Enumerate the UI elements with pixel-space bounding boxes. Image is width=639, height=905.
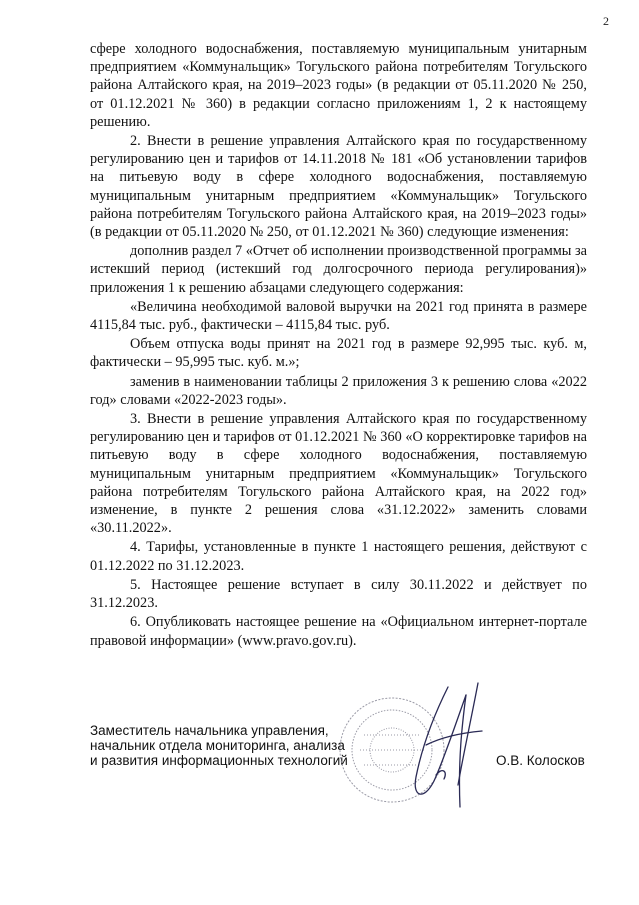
paragraph-amendment-section-7: дополнив раздел 7 «Отчет об исполнении производственной программы за истекший период (истекший год долгосрочного периода регулирования)» приложения 1 к решению абзацами следующего содержания: — [90, 243, 587, 296]
signatory-title — [90, 723, 348, 768]
paragraph-item-4: 4. Тарифы, установленные в пункте 1 настоящего решения, действуют с 01.12.2022 по 31.12.2023. — [90, 539, 587, 574]
paragraph-revenue: «Величина необходимой валовой выручки на 2021 год принята в размере 4115,84 тыс. руб., фактически – 4115,84 тыс. руб. — [90, 298, 587, 334]
page-number: 2 — [603, 14, 609, 28]
signatory-title-line: и развития информационных технологий — [90, 753, 348, 768]
document-body — [90, 40, 587, 650]
paragraph-water-volume: Объем отпуска воды принят на 2021 год в размере 92,995 тыс. куб. м, фактически – 95,995 тыс. куб. м.»; — [90, 336, 587, 371]
paragraph-1-continuation: сфере холодного водоснабжения, поставляемую муниципальным унитарным предприятием «Коммунальщик» Тогульского района потребителям Тогульского района Алтайского края, на 2019–2023 годы» (в редакции от 05.11.2020 № 250, от 01.12.2021 № 360) в редакции согласно приложениям 1, 2 к настоящему решению. — [90, 41, 587, 130]
signatory-title-line: начальник отдела мониторинга, анализа — [90, 738, 345, 753]
signatory-name: О.В. Колосков — [496, 753, 585, 768]
official-stamp-and-signature — [330, 675, 530, 825]
paragraph-item-3: 3. Внести в решение управления Алтайского края по государственному регулированию цен и тарифов от 01.12.2021 № 360 «О корректировке тарифов на питьевую воду в сфере холодного водоснабжения, поставляемую муниципальным унитарным предприятием «Коммунальщик» Тогульского района потребителям Тогульского района Алтайского края, на 2022 год» изменение, в пункте 2 решения слова «31.12.2022» заменить словами «30.11.2022». — [90, 411, 587, 537]
paragraph-table-rename: заменив в наименовании таблицы 2 приложения 3 к решению слова «2022 год» словами «2022-2023 годы». — [90, 373, 587, 408]
handwritten-signature — [415, 683, 482, 807]
paragraph-item-6: 6. Опубликовать настоящее решение на «Официальном интернет-портале правовой информации» (www.pravo.gov.ru). — [90, 614, 587, 649]
paragraph-item-5: 5. Настоящее решение вступает в силу 30.11.2022 и действует по 31.12.2023. — [90, 576, 587, 612]
round-stamp — [340, 698, 444, 802]
paragraph-item-2: 2. Внести в решение управления Алтайского края по государственному регулированию цен и тарифов от 14.11.2018 № 181 «Об установлении тарифов на питьевую воду в сфере холодного водоснабжения, поставляемую муниципальным унитарным предприятием «Коммунальщик» Тогульского района потребителям Тогульского района Алтайского края, на 2019–2023 годы» (в редакции от 05.11.2020 № 250, от 01.12.2021 № 360) следующие изменения: — [90, 133, 587, 241]
signatory-title-line: Заместитель начальника управления, — [90, 723, 329, 738]
